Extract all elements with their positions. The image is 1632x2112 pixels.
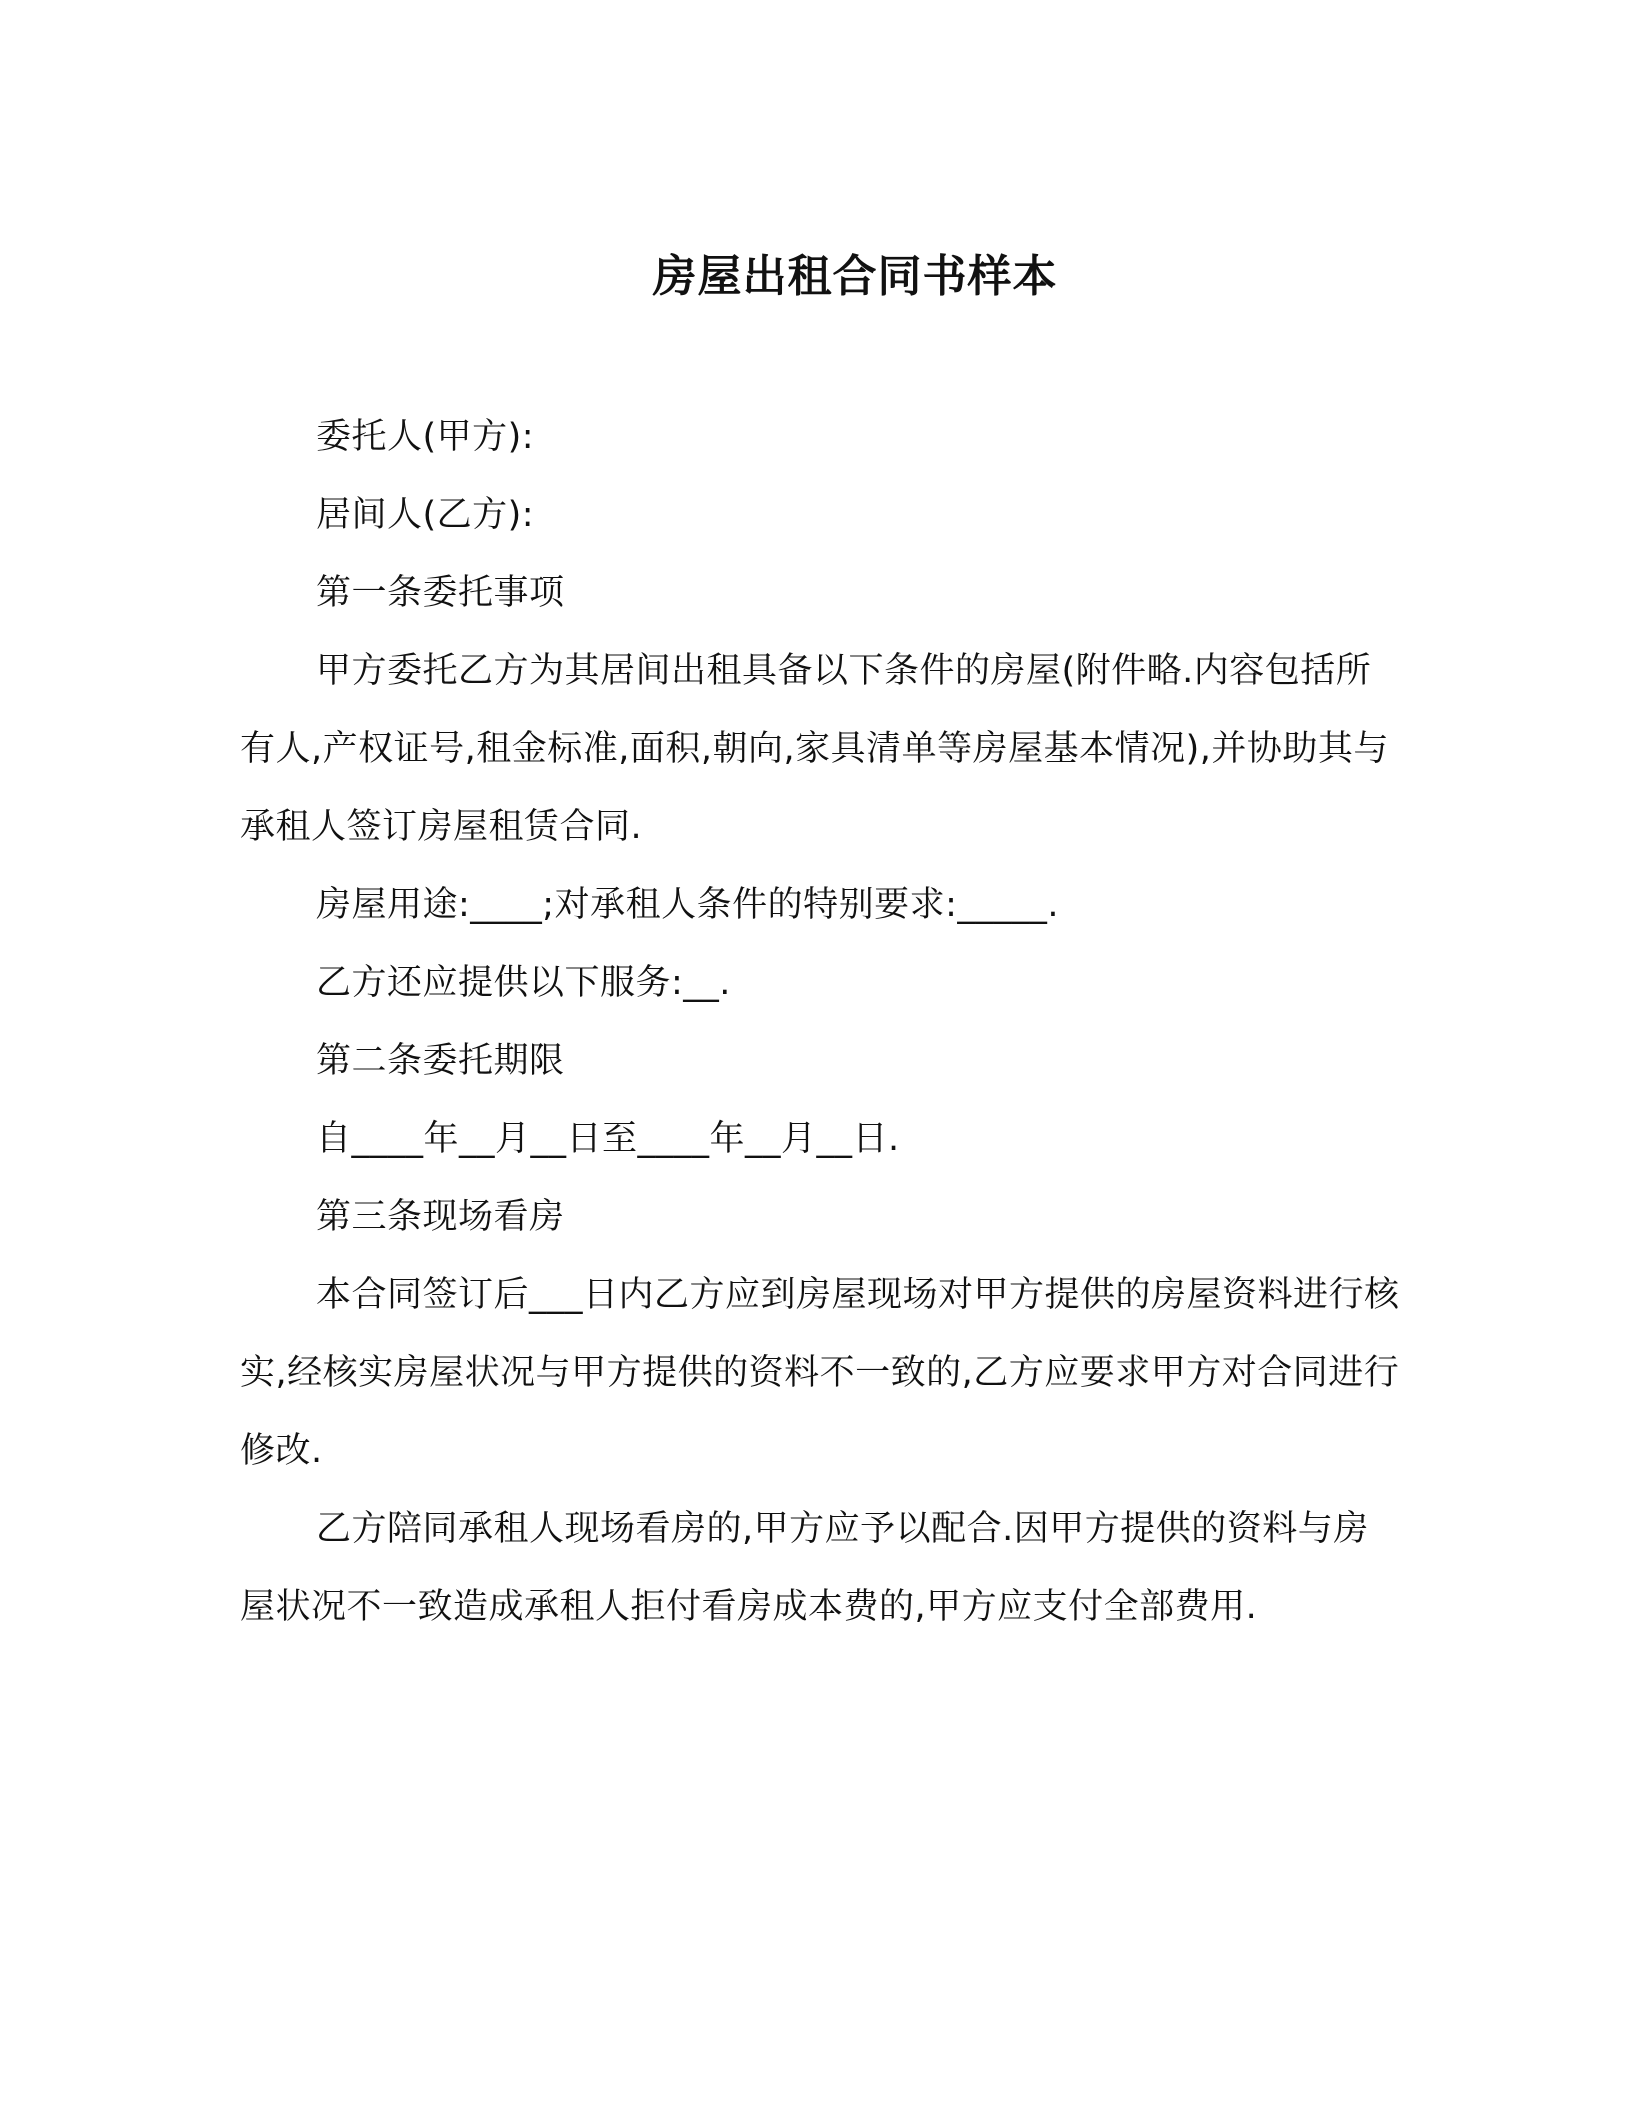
term-line: 自____年__月__日至____年__月__日. (316, 1119, 900, 1159)
document-body (240, 398, 1400, 1646)
party-a-line: 委托人(甲方): (316, 417, 535, 457)
article-3-body-1: 本合同签订后___日内乙方应到房屋现场对甲方提供的房屋资料进行核实,经核实房屋状况与甲方提供的资料不一致的,乙方应要求甲方对合同进行修改. (240, 1275, 1400, 1471)
services-line: 乙方还应提供以下服务:__. (316, 963, 731, 1003)
article-1-heading: 第一条委托事项 (316, 573, 565, 613)
article-2-heading: 第二条委托期限 (316, 1041, 565, 1081)
party-b-line: 居间人(乙方): (316, 495, 535, 535)
article-1-body: 甲方委托乙方为其居间出租具备以下条件的房屋(附件略.内容包括所有人,产权证号,租金标准,面积,朝向,家具清单等房屋基本情况),并协助其与承租人签订房屋租赁合同. (240, 651, 1389, 847)
article-3-heading: 第三条现场看房 (316, 1197, 565, 1237)
article-3-body-2: 乙方陪同承租人现场看房的,甲方应予以配合.因甲方提供的资料与房屋状况不一致造成承租人拒付看房成本费的,甲方应支付全部费用. (240, 1509, 1369, 1627)
house-use-line: 房屋用途:____;对承租人条件的特别要求:_____. (316, 885, 1060, 925)
document-title: 房屋出租合同书样本 (652, 251, 1058, 303)
